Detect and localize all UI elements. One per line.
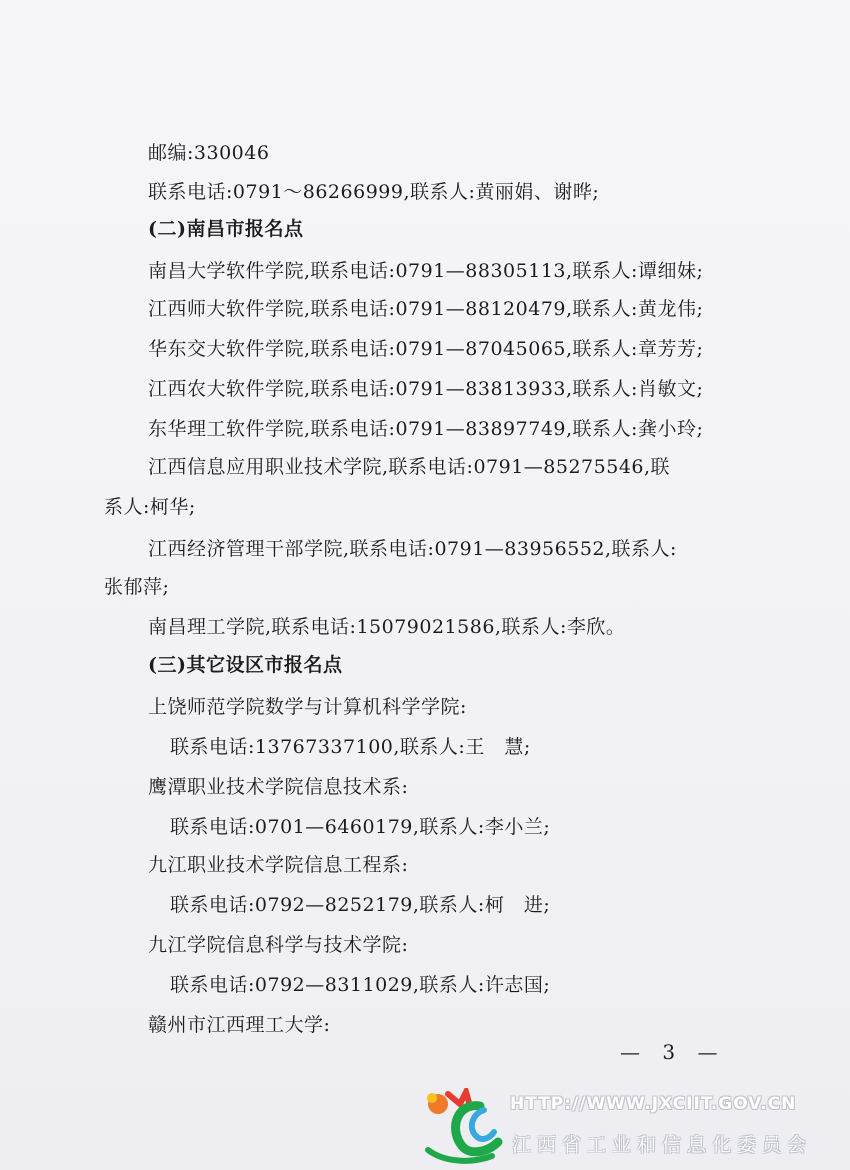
footer-url: HTTP://WWW.JXCIIT.GOV.CN	[510, 1094, 797, 1114]
text-line: 南昌大学软件学院,联系电话:0791—88305113,联系人:谭细妹;	[148, 260, 704, 282]
footer-watermark	[0, 1080, 850, 1170]
text-line: 鹰潭职业技术学院信息技术系:	[148, 776, 409, 798]
text-line: 联系电话:0791～86266999,联系人:黄丽娟、谢晔;	[148, 181, 600, 203]
jxciit-logo-icon	[418, 1088, 510, 1170]
text-line: 九江职业技术学院信息工程系:	[148, 854, 409, 876]
text-line: 联系电话:0792—8252179,联系人:柯 进;	[170, 894, 551, 916]
text-line: 邮编:330046	[148, 142, 270, 164]
text-line: 赣州市江西理工大学:	[148, 1014, 331, 1036]
section-heading: (三)其它设区市报名点	[148, 654, 343, 676]
footer-org-name: 江西省工业和信息化委员会	[512, 1134, 813, 1156]
text-line: 联系电话:0701—6460179,联系人:李小兰;	[170, 816, 551, 838]
text-line: 江西经济管理干部学院,联系电话:0791—83956552,联系人:	[148, 538, 677, 560]
text-line: 江西农大软件学院,联系电话:0791—83813933,联系人:肖敏文;	[148, 378, 704, 400]
section-heading: (二)南昌市报名点	[148, 218, 304, 240]
page-number: — 3 —	[620, 1040, 726, 1064]
text-line: 江西信息应用职业技术学院,联系电话:0791—85275546,联	[148, 456, 671, 478]
text-line: 华东交大软件学院,联系电话:0791—87045065,联系人:章芳芳;	[148, 338, 704, 360]
text-line: 联系电话:0792—8311029,联系人:许志国;	[170, 974, 551, 996]
text-line: 东华理工软件学院,联系电话:0791—83897749,联系人:龚小玲;	[148, 418, 704, 440]
text-line: 联系电话:13767337100,联系人:王 慧;	[170, 736, 531, 758]
text-line: 江西师大软件学院,联系电话:0791—88120479,联系人:黄龙伟;	[148, 298, 704, 320]
text-line: 九江学院信息科学与技术学院:	[148, 934, 409, 956]
text-line: 系人:柯华;	[104, 496, 196, 518]
text-line: 南昌理工学院,联系电话:15079021586,联系人:李欣。	[148, 616, 626, 638]
text-line: 上饶师范学院数学与计算机科学学院:	[148, 696, 467, 718]
text-line: 张郁萍;	[104, 576, 170, 598]
